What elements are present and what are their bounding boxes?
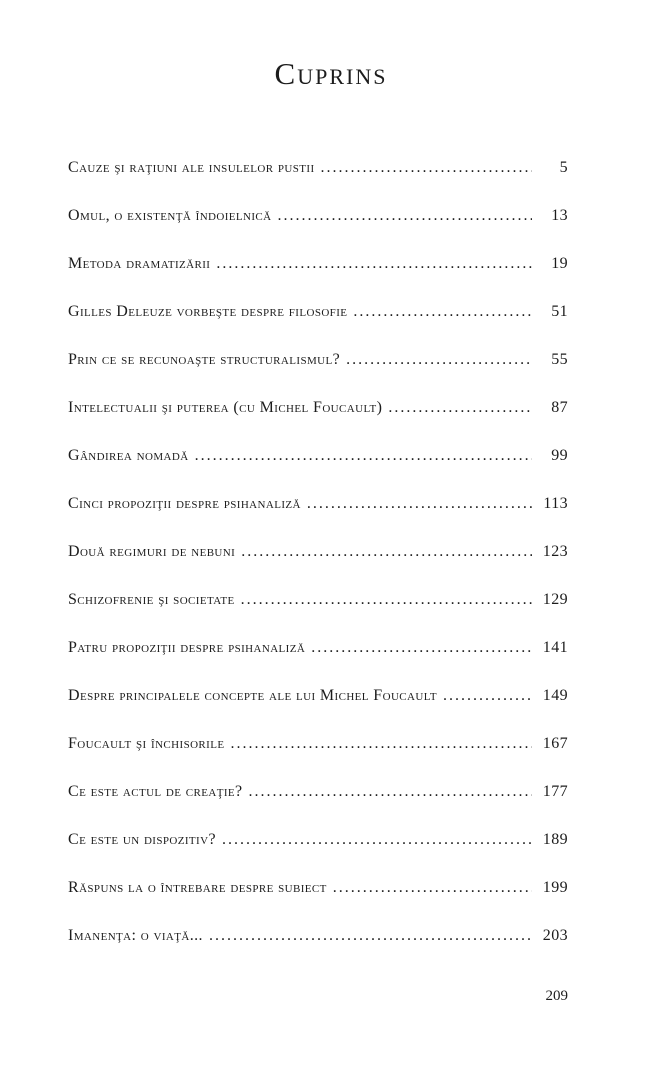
toc-entry <box>68 350 568 370</box>
toc-entry-label: Foucault şi închisorile <box>68 735 225 752</box>
toc-leader-dots <box>353 302 532 322</box>
toc-entry-page: 149 <box>542 687 568 704</box>
toc-entry-page: 51 <box>551 303 568 320</box>
toc-entry <box>68 398 568 418</box>
toc-entry-label: Imanenţa: o viaţă... <box>68 927 203 944</box>
toc-entry-label: Intelectualii şi puterea (cu Michel Foucault) <box>68 399 383 416</box>
toc-entry-label: Ce este un dispozitiv? <box>68 831 216 848</box>
toc-entry <box>68 878 568 898</box>
toc-entry <box>68 254 568 274</box>
toc-entry-label: Despre principalele concepte ale lui Michel Foucault <box>68 687 437 704</box>
toc-entry-label: Omul, o existenţă îndoielnică <box>68 207 272 224</box>
toc-entry <box>68 734 568 754</box>
toc-entry <box>68 302 568 322</box>
toc-entry-page: 55 <box>551 351 568 368</box>
toc-entry-page: 141 <box>542 639 568 656</box>
toc-entry-label: Gilles Deleuze vorbeşte despre filosofie <box>68 303 348 320</box>
toc-entry-page: 99 <box>551 447 568 464</box>
toc-leader-dots <box>222 830 532 850</box>
toc-leader-dots <box>195 446 532 466</box>
toc-entry-label: Patru propoziţii despre psihanaliză <box>68 639 306 656</box>
toc-entry-page: 189 <box>542 831 568 848</box>
toc-entry <box>68 206 568 226</box>
toc-entry-page: 123 <box>542 543 568 560</box>
toc-entry-page: 129 <box>542 591 568 608</box>
toc-entry-label: Cauze şi raţiuni ale insulelor pustii <box>68 159 315 176</box>
toc-list <box>68 158 568 974</box>
toc-entry-label: Metoda dramatizării <box>68 255 211 272</box>
toc-leader-dots <box>333 878 532 898</box>
toc-entry-page: 177 <box>542 783 568 800</box>
footer-page-number: 209 <box>545 988 568 1004</box>
toc-entry-page: 167 <box>542 735 568 752</box>
toc-entry-page: 13 <box>551 207 568 224</box>
toc-entry-label: Prin ce se recunoaşte structuralismul? <box>68 351 341 368</box>
toc-entry <box>68 590 568 610</box>
toc-leader-dots <box>249 782 532 802</box>
toc-leader-dots <box>321 158 532 178</box>
toc-entry <box>68 494 568 514</box>
toc-entry-page: 203 <box>542 927 568 944</box>
toc-entry <box>68 446 568 466</box>
toc-leader-dots <box>346 350 532 370</box>
toc-entry-page: 5 <box>559 159 568 176</box>
toc-entry <box>68 542 568 562</box>
toc-leader-dots <box>443 686 532 706</box>
toc-entry <box>68 830 568 850</box>
toc-entry <box>68 158 568 178</box>
toc-entry-label: Răspuns la o întrebare despre subiect <box>68 879 327 896</box>
toc-entry-page: 19 <box>551 255 568 272</box>
page-title: Cuprins <box>274 56 388 91</box>
toc-leader-dots <box>241 542 532 562</box>
toc-entry-page: 113 <box>543 495 568 512</box>
toc-leader-dots <box>278 206 532 226</box>
toc-entry-page: 199 <box>542 879 568 896</box>
toc-leader-dots <box>307 494 532 514</box>
toc-entry-label: Cinci propoziţii despre psihanaliză <box>68 495 301 512</box>
toc-leader-dots <box>241 590 532 610</box>
toc-leader-dots <box>230 734 532 754</box>
toc-leader-dots <box>311 638 532 658</box>
toc-entry <box>68 638 568 658</box>
toc-entry-label: Două regimuri de nebuni <box>68 543 236 560</box>
toc-entry <box>68 782 568 802</box>
toc-leader-dots <box>388 398 532 418</box>
toc-entry-label: Gândirea nomadă <box>68 447 189 464</box>
toc-entry <box>68 686 568 706</box>
toc-leader-dots <box>209 926 532 946</box>
toc-leader-dots <box>216 254 532 274</box>
toc-entry-page: 87 <box>551 399 568 416</box>
toc-entry-label: Ce este actul de creaţie? <box>68 783 243 800</box>
toc-entry <box>68 926 568 946</box>
toc-entry-label: Schizofrenie şi societate <box>68 591 235 608</box>
